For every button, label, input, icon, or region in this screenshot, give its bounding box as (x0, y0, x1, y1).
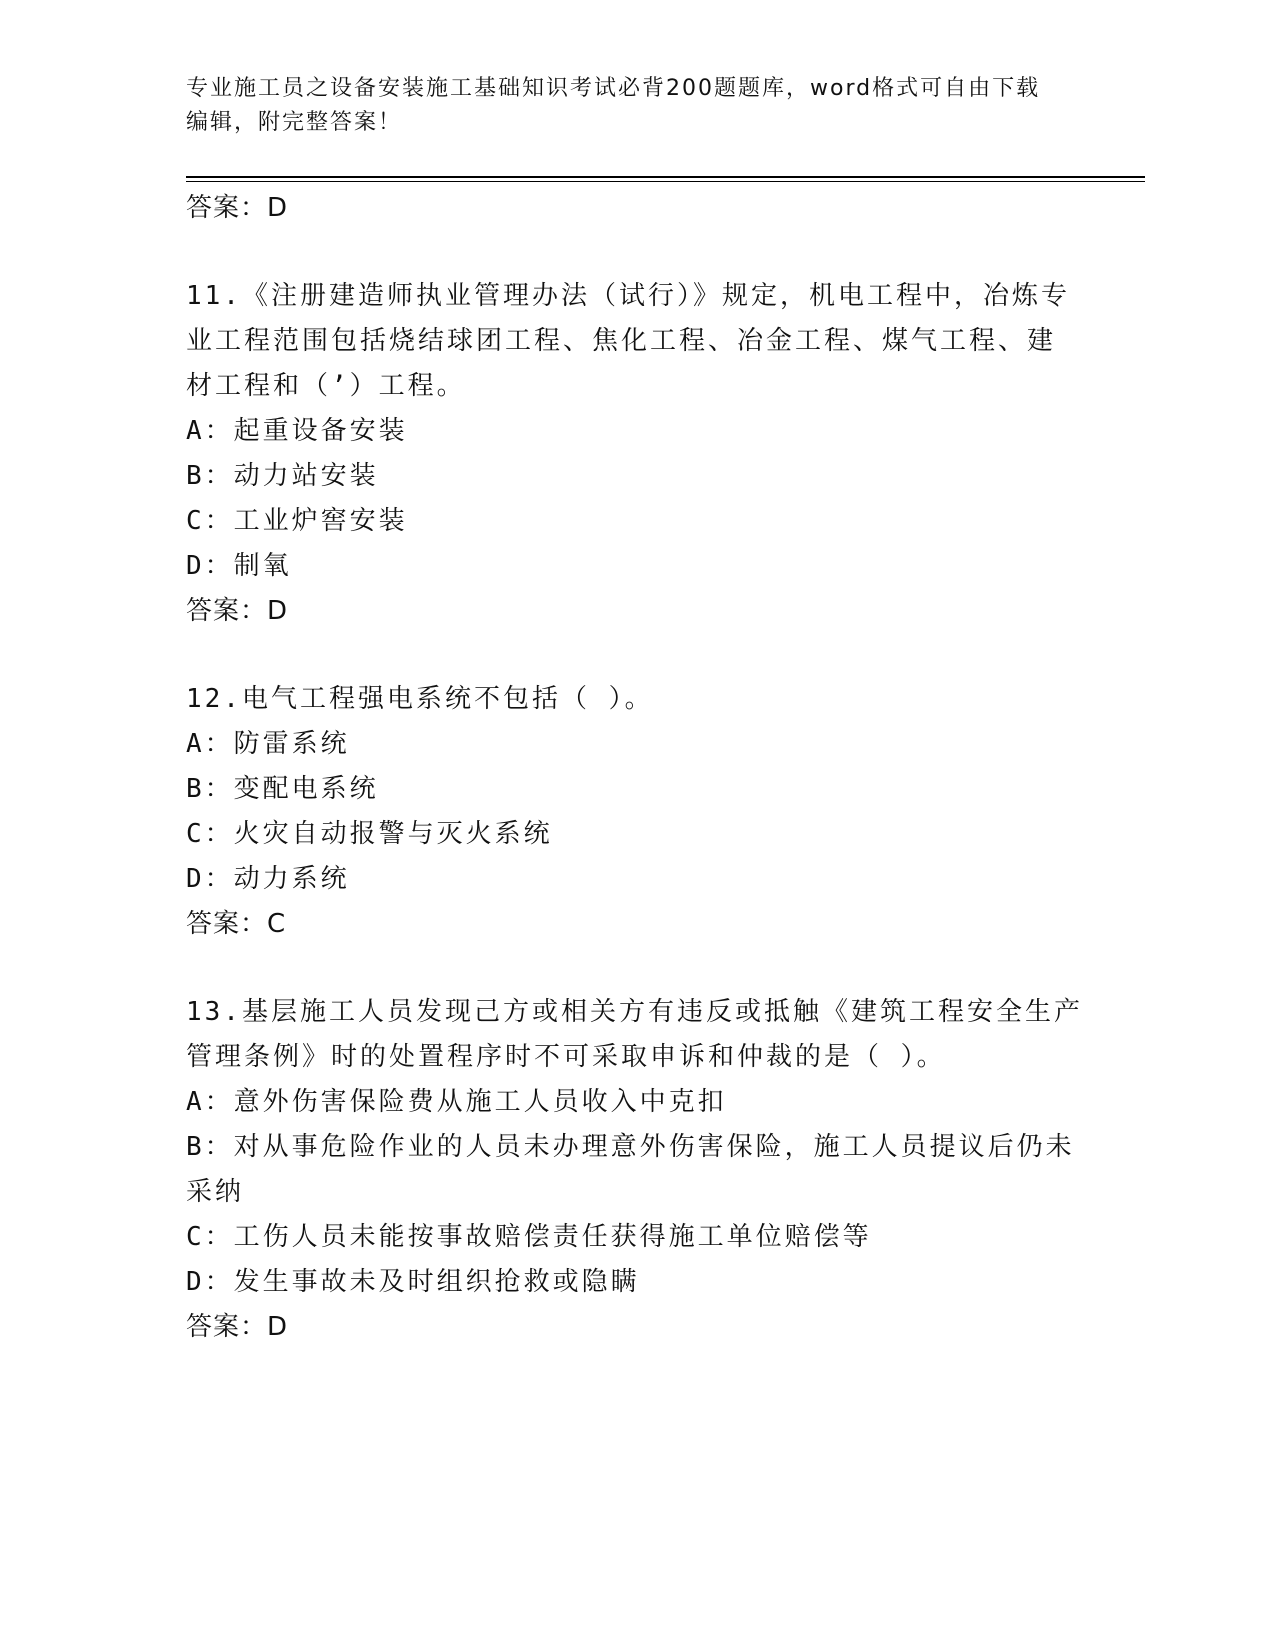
question-13 (186, 990, 1086, 1349)
option-d: D：制氧 (186, 551, 292, 581)
question-stem: 12.电气工程强电系统不包括（ ）。 (186, 684, 654, 714)
option-c: C：工业炉窖安装 (186, 506, 408, 536)
question-stem: 13.基层施工人员发现己方或相关方有违反或抵触《建筑工程安全生产 (186, 997, 1083, 1027)
option-a: A：起重设备安装 (186, 416, 408, 446)
answer-line: 答案：D (186, 1312, 289, 1342)
header-divider-thin (186, 181, 1145, 182)
question-11 (186, 274, 1086, 633)
question-stem: 管理条例》时的处置程序时不可采取申诉和仲裁的是（ ）。 (186, 1042, 946, 1072)
question-stem: 11.《注册建造师执业管理办法（试行）》规定，机电工程中，冶炼专 (186, 281, 1070, 311)
question-list (186, 186, 1086, 1349)
question-12 (186, 677, 1086, 946)
option-b: B：对从事危险作业的人员未办理意外伤害保险，施工人员提议后仍未 (186, 1132, 1075, 1162)
answer-line: 答案：C (186, 909, 287, 939)
question-stem: 材工程和（’）工程。 (186, 371, 466, 401)
option-b-continued: 采纳 (186, 1177, 245, 1207)
answer-line: 答案：D (186, 193, 289, 223)
option-b: B：变配电系统 (186, 774, 379, 804)
option-d: D：发生事故未及时组织抢救或隐瞒 (186, 1267, 640, 1297)
header-line-1: 专业施工员之设备安装施工基础知识考试必背200题题库，word格式可自由下载 (186, 76, 1041, 101)
document-header (186, 72, 1066, 140)
option-c: C：工伤人员未能按事故赔偿责任获得施工单位赔偿等 (186, 1222, 872, 1252)
option-c: C：火灾自动报警与灭火系统 (186, 819, 553, 849)
header-line-2: 编辑，附完整答案！ (186, 110, 403, 135)
header-divider-thick (186, 176, 1145, 178)
option-a: A：防雷系统 (186, 729, 350, 759)
option-d: D：动力系统 (186, 864, 350, 894)
answer-line: 答案：D (186, 596, 289, 626)
option-b: B：动力站安装 (186, 461, 379, 491)
question-stem: 业工程范围包括烧结球团工程、焦化工程、冶金工程、煤气工程、建 (186, 326, 1057, 356)
option-a: A：意外伤害保险费从施工人员收入中克扣 (186, 1087, 727, 1117)
